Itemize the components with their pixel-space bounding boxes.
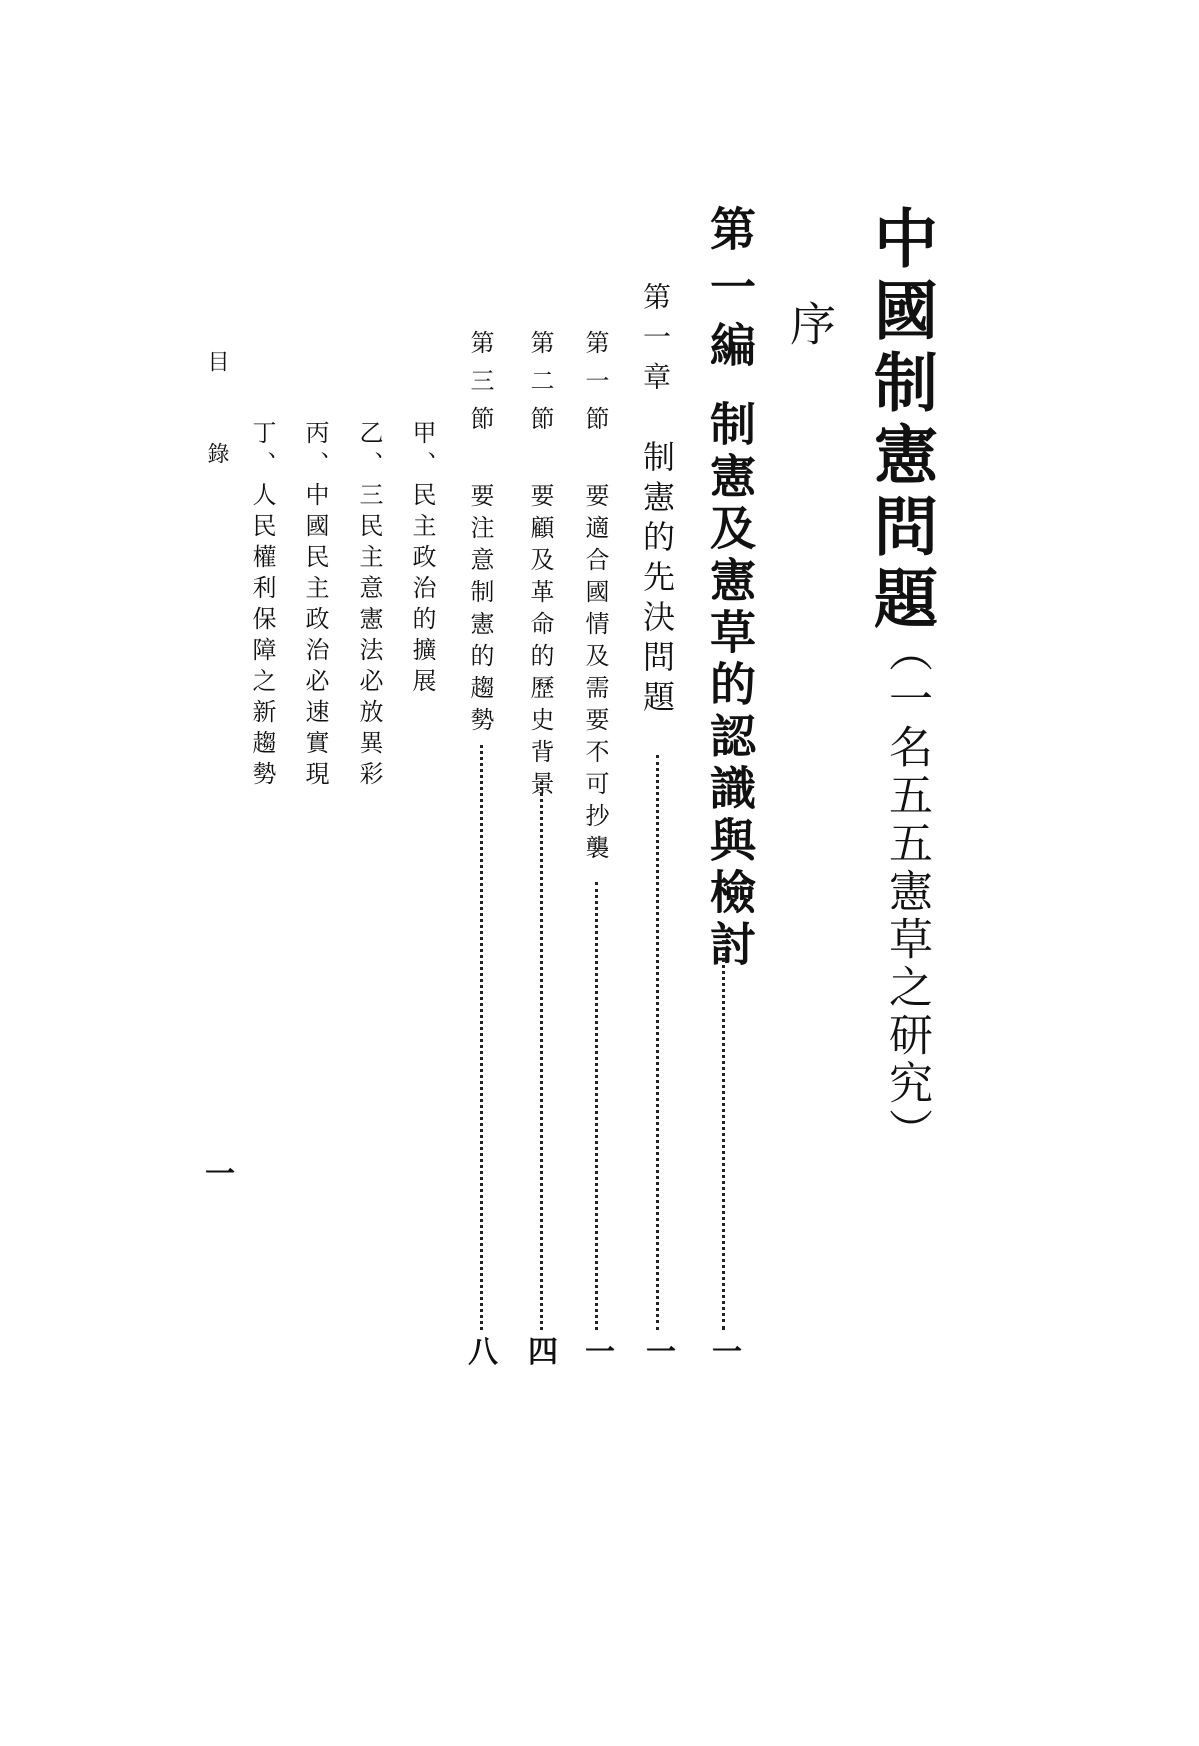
chapter-title: 制憲的先決問題 <box>638 440 676 720</box>
section-3-leader-dots <box>480 745 483 1330</box>
subitem-1: 甲、民主政治的擴展 <box>408 420 436 699</box>
section-1-label: 第一節 <box>581 330 609 444</box>
part-label: 第一編 <box>703 205 757 379</box>
section-2-label: 第二節 <box>526 330 554 444</box>
section-3-label: 第三節 <box>466 330 494 444</box>
section-2-leader-dots <box>540 782 543 1330</box>
part-leader-dots <box>722 940 725 1330</box>
subitem-4: 丁、人民權利保障之新趨勢 <box>248 420 276 792</box>
part-page-number: 一 <box>712 1335 742 1370</box>
book-title: 中國制憲問題 <box>863 205 938 637</box>
section-1-title: 要適合國情及需要不可抄襲 <box>581 483 609 867</box>
part-title: 制憲及憲草的認識與檢討 <box>703 400 757 972</box>
book-subtitle: （一名五五憲草之研究） <box>881 628 932 1156</box>
section-2-page-number: 四 <box>528 1335 558 1370</box>
section-3-title: 要注意制憲的趨勢 <box>466 483 494 739</box>
chapter-leader-dots <box>656 755 659 1330</box>
running-head: 目錄 <box>204 350 229 534</box>
chapter-label: 第一章 <box>639 282 672 402</box>
section-1-page-number: 一 <box>585 1335 615 1370</box>
section-1-leader-dots <box>595 882 598 1330</box>
folio-page-number: 一 <box>205 1157 235 1192</box>
chapter-page-number: 一 <box>646 1335 676 1370</box>
subitem-2: 乙、三民主意憲法必放異彩 <box>355 420 383 792</box>
section-3-page-number: 八 <box>468 1335 498 1370</box>
subitem-3: 丙、中國民主政治必速實現 <box>301 420 329 792</box>
toc-preface: 序 <box>783 300 837 356</box>
section-2-title: 要顧及革命的歷史背景 <box>526 483 554 803</box>
